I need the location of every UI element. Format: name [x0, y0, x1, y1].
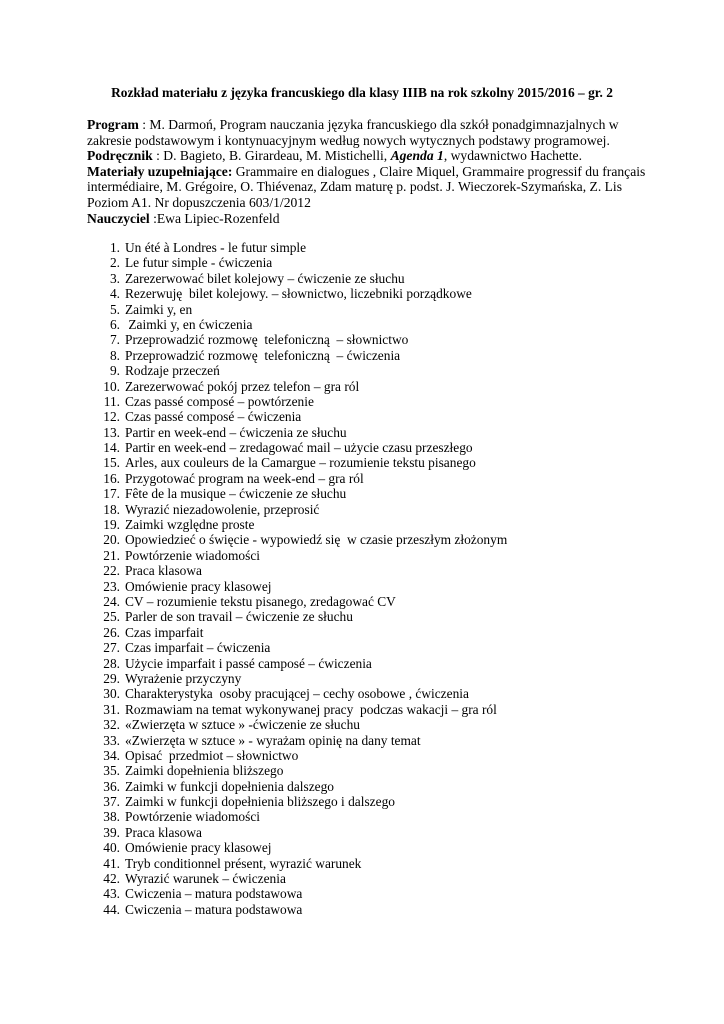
lesson-text: Omówienie pracy klasowej [125, 578, 272, 594]
lesson-item [87, 440, 647, 455]
document-title: Rozkład materiału z języka francuskiego dla klasy IIIB na rok szkolny 2015/2016 – gr. 2 [111, 85, 613, 100]
lesson-text: Praca klasowa [125, 824, 202, 840]
lesson-item [87, 717, 647, 732]
lesson-number: 7. [109, 332, 120, 348]
textbook-line [87, 148, 647, 164]
lesson-number: 19. [103, 517, 120, 533]
lesson-text: Czas imparfait – ćwiczenia [125, 640, 271, 656]
lesson-text: Przeprowadzić rozmowę telefoniczną – słownictwo [125, 332, 409, 348]
lesson-number: 36. [103, 778, 120, 794]
lesson-item [87, 286, 647, 301]
lesson-item [87, 271, 647, 286]
lesson-item [87, 594, 647, 609]
lesson-text: Użycie imparfait i passé camposé – ćwiczenia [125, 655, 372, 671]
lesson-number: 25. [103, 609, 120, 625]
lesson-text: Zaimki y, en [125, 301, 193, 317]
lesson-text: Charakterystyka osoby pracującej – cechy osobowe , ćwiczenia [125, 686, 469, 702]
lesson-text: Wyrażenie przyczyny [125, 670, 242, 686]
lesson-item [87, 902, 647, 917]
lesson-text: Zarezerwować bilet kolejowy – ćwiczenie ze słuchu [125, 270, 405, 286]
teacher-label: Nauczyciel [87, 210, 150, 226]
lesson-number: 32. [103, 717, 120, 733]
lesson-item [87, 763, 647, 778]
lesson-text: Partir en week-end – zredagować mail – użycie czasu przeszłego [125, 440, 473, 456]
lesson-text: Czas passé composé – ćwiczenia [125, 409, 302, 425]
lesson-number: 42. [103, 871, 120, 887]
lesson-text: Praca klasowa [125, 563, 202, 579]
lesson-number: 18. [103, 501, 120, 517]
lesson-number: 39. [103, 824, 120, 840]
lesson-item [87, 563, 647, 578]
lesson-item [87, 255, 647, 270]
lesson-number: 22. [103, 563, 120, 579]
lesson-item [87, 348, 647, 363]
lesson-number: 40. [103, 840, 120, 856]
lesson-number: 43. [103, 886, 120, 902]
lesson-number: 12. [103, 409, 120, 425]
lesson-item [87, 640, 647, 655]
lesson-number: 41. [103, 855, 120, 871]
lesson-item [87, 332, 647, 347]
lesson-item [87, 779, 647, 794]
lesson-item [87, 240, 647, 255]
lesson-item [87, 794, 647, 809]
lesson-item [87, 317, 647, 332]
lesson-text: Cwiczenia – matura podstawowa [125, 901, 303, 917]
lesson-text: Le futur simple - ćwiczenia [125, 255, 273, 271]
lesson-item [87, 856, 647, 871]
lesson-number: 11. [103, 393, 120, 409]
lesson-number: 27. [103, 640, 120, 656]
lesson-item [87, 363, 647, 378]
lesson-text: Tryb conditionnel présent, wyrazić warunek [125, 855, 362, 871]
lesson-number: 3. [109, 270, 120, 286]
lesson-number: 28. [103, 655, 120, 671]
lesson-item [87, 625, 647, 640]
lesson-text: Przygotować program na week-end – gra ról [125, 470, 364, 486]
lesson-text: Partir en week-end – ćwiczenia ze słuchu [125, 424, 347, 440]
lesson-number: 37. [103, 794, 120, 810]
lesson-text: CV – rozumienie tekstu pisanego, zredagować CV [125, 593, 396, 609]
lesson-number: 24. [103, 593, 120, 609]
lesson-text: Un été à Londres - le futur simple [125, 240, 307, 255]
lesson-item [87, 886, 647, 901]
lesson-number: 13. [103, 424, 120, 440]
lesson-text: Powtórzenie wiadomości [125, 809, 260, 825]
lesson-item [87, 302, 647, 317]
lesson-number: 23. [103, 578, 120, 594]
lesson-number: 29. [103, 670, 120, 686]
lesson-number: 10. [103, 378, 120, 394]
lesson-item [87, 809, 647, 824]
lesson-number: 17. [103, 486, 120, 502]
lesson-text: Zaimki y, en ćwiczenia [125, 316, 253, 332]
program-line [87, 117, 647, 148]
lesson-number: 35. [103, 763, 120, 779]
lesson-text: «Zwierzęta w sztuce » - wyrażam opinię na dany temat [125, 732, 421, 748]
lesson-number: 2. [109, 255, 120, 271]
lesson-text: Arles, aux couleurs de la Camargue – rozumienie tekstu pisanego [125, 455, 476, 471]
lesson-text: Zaimki w funkcji dopełnienia dalszego [125, 778, 334, 794]
lesson-text: Rodzaje przeczeń [125, 363, 220, 379]
lesson-item [87, 548, 647, 563]
lesson-text: Wyrazić niezadowolenie, przeprosić [125, 501, 320, 517]
lesson-item [87, 871, 647, 886]
lesson-item [87, 579, 647, 594]
lesson-item [87, 486, 647, 501]
lesson-list [87, 240, 647, 917]
teacher-line [87, 211, 647, 227]
lesson-item [87, 656, 647, 671]
lesson-number: 4. [109, 286, 120, 302]
lesson-item [87, 671, 647, 686]
lesson-item [87, 379, 647, 394]
lesson-number: 44. [103, 901, 120, 917]
lesson-item [87, 825, 647, 840]
lesson-number: 16. [103, 470, 120, 486]
lesson-number: 33. [103, 732, 120, 748]
lesson-text: Czas imparfait [125, 624, 204, 640]
lesson-number: 5. [109, 301, 120, 317]
lesson-number: 6. [109, 316, 120, 332]
lesson-text: Zaimki w funkcji dopełnienia bliższego i dalszego [125, 794, 395, 810]
lesson-text: Zaimki dopełnienia bliższego [125, 763, 284, 779]
program-label: Program [87, 117, 139, 132]
lesson-item [87, 609, 647, 624]
textbook-text-before: : D. Bagieto, B. Girardeau, M. Mistichelli, [152, 148, 391, 164]
lesson-text: Rozmawiam na temat wykonywanej pracy podczas wakacji – gra ról [125, 701, 497, 717]
lesson-number: 20. [103, 532, 120, 548]
lesson-item [87, 409, 647, 424]
lesson-number: 38. [103, 809, 120, 825]
lesson-item [87, 748, 647, 763]
textbook-label: Podręcznik [87, 148, 153, 164]
lesson-number: 31. [103, 701, 120, 717]
lesson-item [87, 686, 647, 701]
lesson-item [87, 840, 647, 855]
lesson-number: 15. [103, 455, 120, 471]
lesson-item [87, 425, 647, 440]
lesson-text: Parler de son travail – ćwiczenie ze słuchu [125, 609, 353, 625]
lesson-text: Fête de la musique – ćwiczenie ze słuchu [125, 486, 347, 502]
lesson-item [87, 394, 647, 409]
lesson-number: 34. [103, 747, 120, 763]
lesson-text: Wyrazić warunek – ćwiczenia [125, 871, 286, 887]
lesson-number: 9. [109, 363, 120, 379]
supplementary-text: Grammaire en dialogues , Claire Miquel, Grammaire progressif du français intermédiaire, M. Grégoire, O. Thiévenaz, Zdam maturę p. podst. J. Wieczorek-Szymańska, Z. Lis Poziom A1. Nr dopuszczenia 603/1/2012 [87, 163, 646, 210]
lesson-text: Powtórzenie wiadomości [125, 547, 260, 563]
lesson-item [87, 517, 647, 532]
lesson-number: 26. [103, 624, 120, 640]
lesson-number: 30. [103, 686, 120, 702]
lesson-text: Czas passé composé – powtórzenie [125, 393, 314, 409]
lesson-item [87, 502, 647, 517]
lesson-item [87, 455, 647, 470]
supplementary-line [87, 164, 647, 211]
lesson-text: «Zwierzęta w sztuce » -ćwiczenie ze słuchu [125, 717, 360, 733]
lesson-text: Zarezerwować pokój przez telefon – gra ról [125, 378, 360, 394]
lesson-text: Zaimki względne proste [125, 517, 255, 533]
lesson-number: 8. [109, 347, 120, 363]
lesson-number: 1. [109, 240, 120, 255]
lesson-text: Omówienie pracy klasowej [125, 840, 272, 856]
lesson-item [87, 532, 647, 547]
supplementary-label: Materiały uzupełniające: [87, 163, 233, 179]
lesson-text: Przeprowadzić rozmowę telefoniczną – ćwiczenia [125, 347, 401, 363]
lesson-number: 14. [103, 440, 120, 456]
lesson-text: Cwiczenia – matura podstawowa [125, 886, 303, 902]
lesson-item [87, 702, 647, 717]
teacher-text: :Ewa Lipiec-Rozenfeld [149, 210, 280, 226]
lesson-number: 21. [103, 547, 120, 563]
lesson-text: Rezerwuję bilet kolejowy. – słownictwo, liczebniki porządkowe [125, 286, 472, 302]
textbook-text-after: , wydawnictwo Hachette. [443, 148, 582, 164]
program-text: : M. Darmoń, Program nauczania języka francuskiego dla szkół ponadgimnazjalnych w zakresie podstawowym i kontynuacyjnym według nowych wytycznych podstawy programowej. [87, 117, 619, 148]
lesson-item [87, 733, 647, 748]
textbook-title: Agenda 1 [390, 148, 444, 164]
lesson-text: Opowiedzieć o święcie - wypowiedź się w czasie przeszłym złożonym [125, 532, 508, 548]
lesson-item [87, 471, 647, 486]
document-metadata [87, 117, 647, 226]
lesson-text: Opisać przedmiot – słownictwo [125, 747, 299, 763]
